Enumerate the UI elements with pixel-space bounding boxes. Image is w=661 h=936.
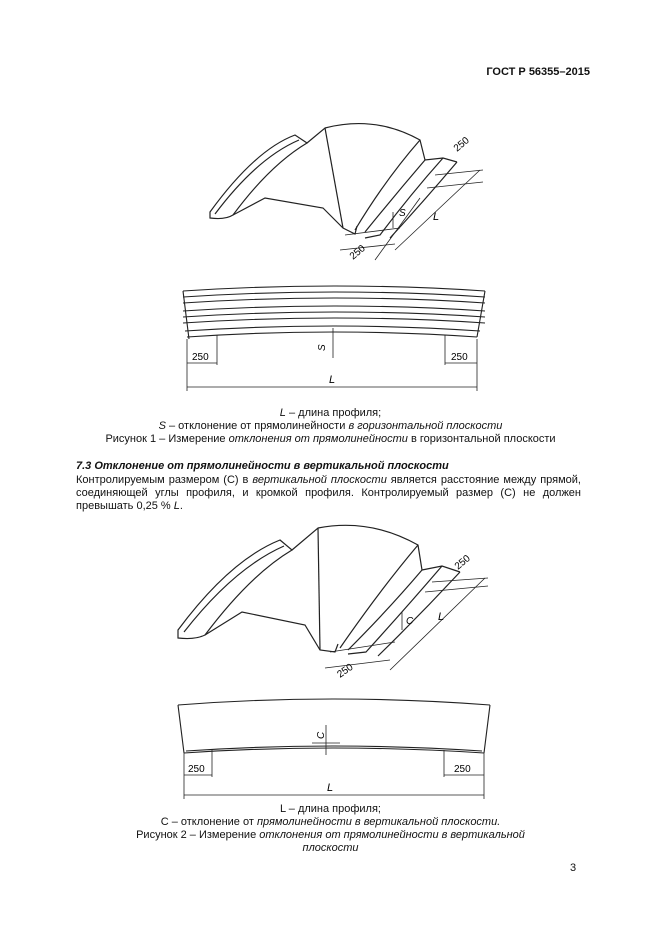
fig1-plan-dim-s: S	[317, 344, 328, 351]
figure2-legend-l: L – длина профиля;	[280, 803, 381, 815]
fig1-iso-dim-250-bottom: 250	[347, 243, 368, 263]
figure1-plan-drawing	[175, 283, 495, 398]
fig2-iso-dim-c: C	[406, 616, 414, 627]
fig2-iso-dim-250-top: 250	[452, 553, 473, 573]
page-number: 3	[570, 862, 577, 874]
section-paragraph: Контролируемым размером (С) в вертикальной плоскости является расстояние между прямой, соединяющей углы профиля, и кромкой профиля. Контролируемый размер (С) не должен превышать 0,25 % L.	[76, 474, 581, 512]
fig1-iso-dim-250-top: 250	[451, 135, 472, 155]
fig2-elev-dim-l: L	[327, 782, 334, 794]
figure2-legend-c: С – отклонение от прямолинейности в вертикальной плоскости.	[160, 816, 501, 828]
fig1-plan-dim-250-left: 250	[192, 352, 209, 363]
fig1-plan-dim-250-right: 250	[451, 352, 468, 363]
fig2-elev-dim-c: C	[316, 731, 327, 739]
fig2-elev-dim-250-right: 250	[454, 764, 471, 775]
figure2-elevation-drawing	[172, 695, 497, 803]
figure1-legend-s: S – отклонение от прямолинейности в горизонтальной плоскости	[158, 420, 503, 432]
figure2-caption: Рисунок 2 – Измерение отклонения от прямолинейности в вертикальной	[136, 829, 525, 841]
fig2-elev-dim-250-left: 250	[188, 764, 205, 775]
section-title: 7.3 Отклонение от прямолинейности в вертикальной плоскости	[76, 460, 449, 472]
fig1-iso-dim-l: L	[433, 211, 440, 223]
fig2-iso-dim-250-bottom: 250	[335, 661, 356, 681]
figure2-caption-line2: плоскости	[302, 842, 359, 854]
fig1-iso-dim-s: S	[399, 208, 406, 219]
fig1-plan-dim-l: L	[329, 374, 336, 386]
figure1-legend-l: L – длина профиля;	[279, 407, 382, 419]
figure1-caption: Рисунок 1 – Измерение отклонения от прямолинейности в горизонтальной плоскости	[105, 433, 556, 445]
figure1-isometric-drawing	[195, 110, 495, 270]
figure2-isometric-drawing	[170, 520, 500, 685]
fig2-iso-dim-l: L	[438, 611, 445, 623]
document-header: ГОСТ Р 56355–2015	[486, 66, 590, 78]
